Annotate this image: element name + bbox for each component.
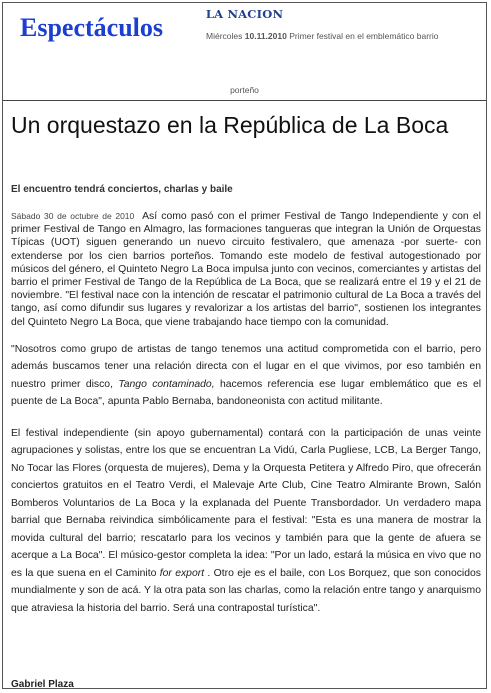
- paragraph-3: [11, 425, 481, 618]
- newspaper-masthead: LA NACION: [205, 7, 284, 21]
- paragraph-2-text-a: "Nosotros como grupo de artistas de tango tenemos una actitud comprometida con el barrio, pero además buscamos tener una relación directa con el lugar en el que vivimos, por eso también en nuestro primer disco,: [11, 343, 481, 390]
- paragraph-1-text: Así como pasó con el primer Festival de Tango Independiente y con el primer Festival de Tango en Almagro, las formaciones tangueras que integran la Unión de Orquestas Típicas (UOT) siguen generando un nuevo circuito festivalero, que amenaza -por suerte- con extenderse por los cien barrios porteños. Tomando este modelo de festival autogestionado por músicos del género, el Quinteto Negro La Boca impulsa junto con vecinos, comerciantes y artistas del barrio el primer Festival de Tango de la República de La Boca, que se realizará entre el 19 y el 21 de noviembre. "El festival nace con la intención de rescatar el patrimonio cultural de La Boca a través del tango, así como difundir sus lugares y revalorizar a los artistas del barrio", sostienen los integrantes del Quinteto Negro La Boca, que viene trabajando hace tiempo con la comunidad.: [11, 211, 481, 328]
- article-frame: [2, 2, 487, 689]
- article-headline: Un orquestazo en la República de La Boca: [11, 112, 449, 138]
- section-blurb: Primer festival en el emblemático barrio: [289, 31, 439, 41]
- section-divider: [3, 100, 486, 101]
- section-weekday: Miércoles: [206, 31, 243, 41]
- section-blurb-continued: porteño: [230, 85, 259, 95]
- paragraph-3-text-b: . Otro eje es el baile, con Los Borquez, que son conocidos mundialmente y son de acá. Y la otra pata son las charlas, como la relación entre tango y anarquismo que atraviesa la historia del barrio. Será una contrapostal turística".: [11, 567, 481, 614]
- article-kicker: El encuentro tendrá conciertos, charlas y baile: [11, 184, 233, 195]
- article-body: [11, 210, 481, 631]
- paragraph-2: [11, 341, 481, 411]
- section-meta: [206, 31, 486, 41]
- article-date: Sábado 30 de octubre de 2010: [11, 211, 135, 221]
- paragraph-2-text-b: hacemos referencia ese lugar emblemático que es el puente de La Boca", apunta Pablo Bernaba, bandoneonista con actitud militante.: [11, 378, 482, 408]
- paragraph-1: [11, 210, 481, 329]
- paragraph-3-italic: for export: [159, 567, 205, 579]
- section-date: 10.11.2010: [244, 31, 287, 41]
- album-title: Tango contaminado,: [118, 378, 215, 390]
- paragraph-3-text-a: El festival independiente (sin apoyo gubernamental) contará con la participación de unas veinte agrupaciones y solistas, entre los que se encuentran La Vidú, Carla Pugliese, LCB, La Berger Tango, No Tocar las Flores (orquesta de mujeres), Dema y la Orquesta Petitera y Alfredo Piro, que ofrecerán conciertos gratuitos en el Teatro Verdi, el Malevaje Arte Club, Cine Teatro Almirante Brown, Salón Bomberos Voluntarios de La Boca y la explanada del Puente Transbordador. Un verdadero mapa barrial que Bernaba reivindica simbólicamente para el festival: "Esta es una manera de mostrar la movida cultural del barrio; rescatarlo para los vecinos y también para que la gente de afuera se acerque a La Boca". El músico-gestor completa la idea: "Por un lado, estará la música en vivo que no es la que suena en el Caminito: [11, 427, 481, 579]
- section-title: Espectáculos: [20, 13, 163, 42]
- article-byline: Gabriel Plaza: [11, 679, 74, 690]
